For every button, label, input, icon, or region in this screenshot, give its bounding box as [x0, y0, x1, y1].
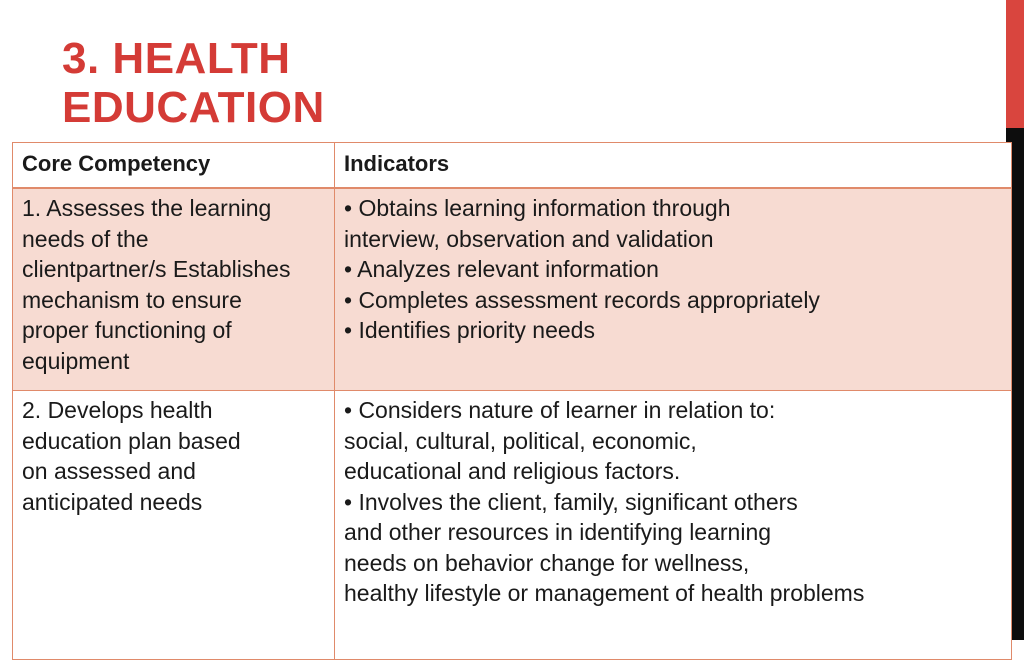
cell-line: 2. Develops health	[22, 397, 213, 423]
cell-line: equipment	[22, 347, 130, 374]
competency-cell	[13, 391, 335, 660]
cell-line: interview, observation and validation	[344, 225, 714, 252]
indicators-cell	[335, 188, 1012, 391]
cell-line: • Involves the client, family, significant others	[344, 488, 798, 515]
header-indicators: Indicators	[335, 143, 1012, 189]
cell-line: needs on behavior change for wellness,	[344, 549, 750, 576]
cell-line: proper functioning of	[22, 317, 232, 343]
cell-line: educational and religious factors.	[344, 458, 681, 484]
cell-line: education plan based	[22, 427, 241, 454]
cell-line: • Analyzes relevant information	[344, 256, 659, 282]
title-line: 3. HEALTH	[62, 34, 291, 83]
cell-line: anticipated needs	[22, 488, 203, 515]
competency-cell	[13, 188, 335, 391]
cell-line: • Considers nature of learner in relation to:	[344, 397, 776, 423]
cell-line: • Obtains learning information through	[344, 195, 731, 221]
cell-line: • Completes assessment records appropriately	[344, 286, 820, 313]
indicators-cell	[335, 391, 1012, 660]
slide-title	[62, 34, 325, 132]
accent-bar	[1006, 0, 1024, 128]
table-row	[13, 188, 1012, 391]
cell-line: mechanism to ensure	[22, 286, 242, 313]
cell-line: healthy lifestyle or management of health problems	[344, 580, 865, 606]
header-core-competency: Core Competency	[13, 143, 335, 189]
title-line: EDUCATION	[62, 83, 325, 132]
cell-line: clientpartner/s Establishes	[22, 256, 291, 282]
cell-line: needs of the	[22, 225, 149, 252]
header-row	[13, 143, 1012, 189]
cell-line: social, cultural, political, economic,	[344, 427, 697, 454]
cell-line: and other resources in identifying learning	[344, 519, 772, 545]
cell-line: 1. Assesses the learning	[22, 195, 272, 221]
cell-line: on assessed and	[22, 458, 196, 484]
cell-line: • Identifies priority needs	[344, 317, 595, 343]
competency-table	[12, 142, 1012, 660]
table-row	[13, 391, 1012, 660]
